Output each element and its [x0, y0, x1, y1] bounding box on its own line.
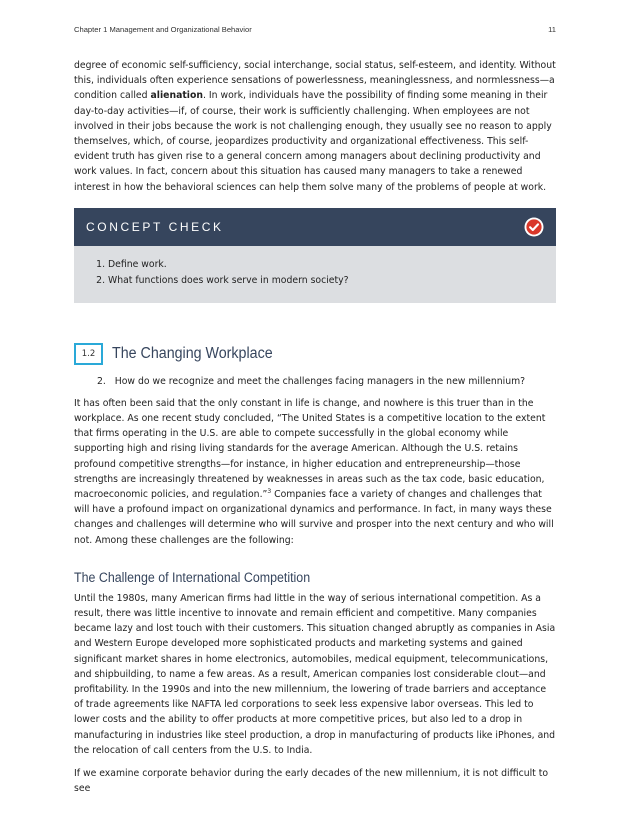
endnote-marker[interactable]: 3: [267, 487, 272, 495]
subsection-title: The Challenge of International Competition: [74, 569, 311, 585]
concept-check-list: [90, 257, 542, 289]
intro-paragraph: [74, 58, 556, 195]
concept-check-body: [74, 246, 556, 303]
concept-check-item: 2. What functions does work serve in modern society?: [108, 273, 542, 289]
page-content: [74, 58, 556, 805]
objective-number: 2.: [97, 375, 106, 387]
section-title: The Changing Workplace: [112, 344, 273, 362]
intro-text-before: degree of economic self-sufficiency, social interchange, social status, self-esteem, and identity. Without this, individuals often experience sensations of powerlessness, meaninglessness, and normlessness—a condition called: [74, 60, 556, 102]
learning-objective: [74, 374, 556, 389]
subsection-paragraph: Until the 1980s, many American firms had little in the way of serious international competition. As a result, there was little incentive to innovate and remain efficient and competitive. Many companies became lazy and lost touch with their customers. This situation changed abruptly as companies in Asia and Western Europe developed more sophisticated products and marketing systems and gained significant market shares in home electronics, automobiles, medical equipment, telecommunications, and shipbuilding, to name a few areas. As a result, American companies lost considerable clout—and profitability. In the 1990s and into the new millennium, the lowering of trade barriers and acceptance of trade agreements like NAFTA led corporations to seek less expensive labor overseas. This led to lower costs and the ability to offer products at more competitive prices, but also led to a drop in manufacturing in industries like steel production, a drop in manufacturing of products like iPhones, and the relocation of call centers from the U.S. to India.: [74, 592, 556, 756]
paragraph-text: It has often been said that the only constant in life is change, and nowhere is this truer than in the workplace. As one recent study concluded, “The United States is a competitive location to the extent that firms operating in the U.S. are able to compete successfully in the global economy while supporting high and rising living standards for the average American. Although the U.S. retains profound competitive strengths—for instance, in higher education and entrepreneurship—those strengths are increasingly threatened by weaknesses in areas such as the tax code, basic education, macroeconomic policies, and regulation.”: [74, 397, 546, 501]
section-paragraph: [74, 396, 556, 548]
section-number: 1.2: [74, 343, 103, 365]
key-term-alienation: alienation: [150, 90, 203, 102]
intro-text-after: . In work, individuals have the possibility of finding some meaning in their day-to-day activities—if, of course, their work is sufficiently challenging. When employees are not involved in their jobs because the work is not challenging enough, they usually see no reason to apply themselves, which, of course, jeopardizes productivity and organizational effectiveness. This self-evident truth has given rise to a general concern among managers about declining productivity and work values. In fact, concern about this situation has caused many managers to take a renewed interest in how the behavioral sciences can help them solve many of the problems of people at work.: [74, 90, 552, 193]
checkmark-circle-icon: [524, 217, 544, 237]
concept-check-title: CONCEPT CHECK: [86, 219, 224, 234]
subsection-paragraph-continued: If we examine corporate behavior during the early decades of the new millennium, it is not difficult to see: [74, 768, 549, 795]
chapter-title: Chapter 1 Management and Organizational Behavior: [74, 25, 252, 34]
objective-text: How do we recognize and meet the challenges facing managers in the new millennium?: [114, 375, 526, 387]
concept-check-banner: [74, 208, 556, 246]
page-number: 11: [548, 25, 556, 34]
running-header: [74, 25, 556, 34]
paragraph-text-continued: Companies face a variety of changes and challenges that will have a profound impact on organizational dynamics and performance. In fact, in many ways these changes and challenges will determine who will survive and prosper into the next century and who will not. Among these challenges are the following:: [74, 489, 554, 546]
concept-check-box: [74, 208, 556, 303]
concept-check-item: 1. Define work.: [108, 257, 542, 273]
section-heading: [74, 343, 556, 365]
